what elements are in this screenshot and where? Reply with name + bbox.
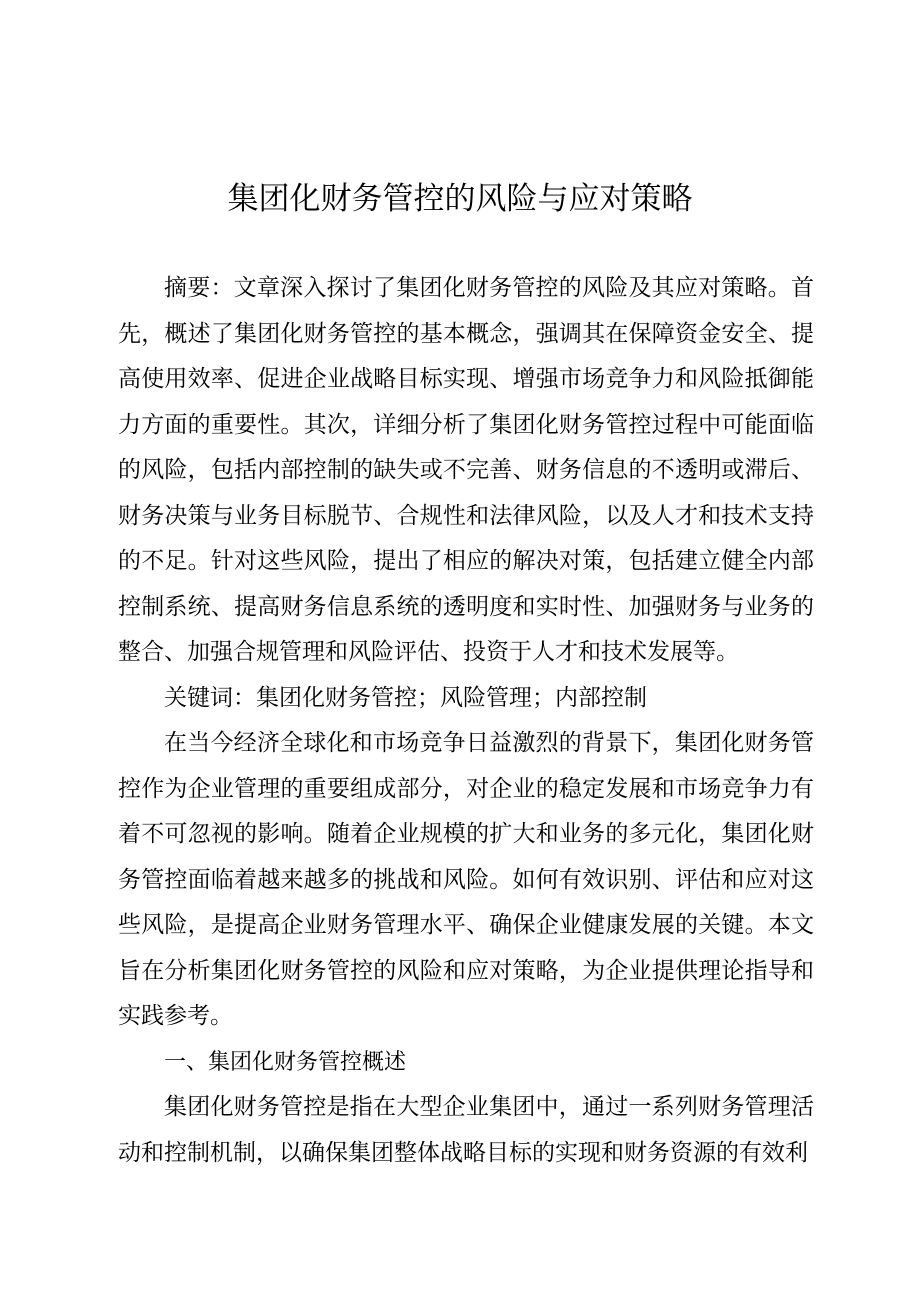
document-title: 集团化财务管控的风险与应对策略 bbox=[227, 181, 693, 217]
keywords-paragraph: 关键词：集团化财务管控；风险管理；内部控制 bbox=[164, 684, 647, 711]
intro-paragraph: 在当今经济全球化和市场竞争日益激烈的背景下，集团化财务管控作为企业管理的重要组成部分，对企业的稳定发展和市场竞争力有着不可忽视的影响。随着企业规模的扩大和业务的多元化，集团化财务管控面临着越来越多的挑战和风险。如何有效识别、评估和应对这些风险，是提高企业财务管理水平、确保企业健康发展的关键。本文旨在分析集团化财务管控的风险和应对策略，为企业提供理论指导和实践参考。 bbox=[118, 730, 814, 1029]
document-body bbox=[118, 266, 814, 1176]
abstract-paragraph: 摘要：文章深入探讨了集团化财务管控的风险及其应对策略。首先，概述了集团化财务管控的基本概念，强调其在保障资金安全、提高使用效率、促进企业战略目标实现、增强市场竞争力和风险抵御能力方面的重要性。其次，详细分析了集团化财务管控过程中可能面临的风险，包括内部控制的缺失或不完善、财务信息的不透明或滞后、财务决策与业务目标脱节、合规性和法律风险，以及人才和技术支持的不足。针对这些风险，提出了相应的解决对策，包括建立健全内部控制系统、提高财务信息系统的透明度和实时性、加强财务与业务的整合、加强合规管理和风险评估、投资于人才和技术发展等。 bbox=[118, 275, 814, 665]
section-paragraph: 集团化财务管控是指在大型企业集团中，通过一系列财务管理活动和控制机制，以确保集团整体战略目标的实现和财务资源的有效利 bbox=[118, 1094, 814, 1166]
section-heading: 一、集团化财务管控概述 bbox=[164, 1049, 407, 1075]
